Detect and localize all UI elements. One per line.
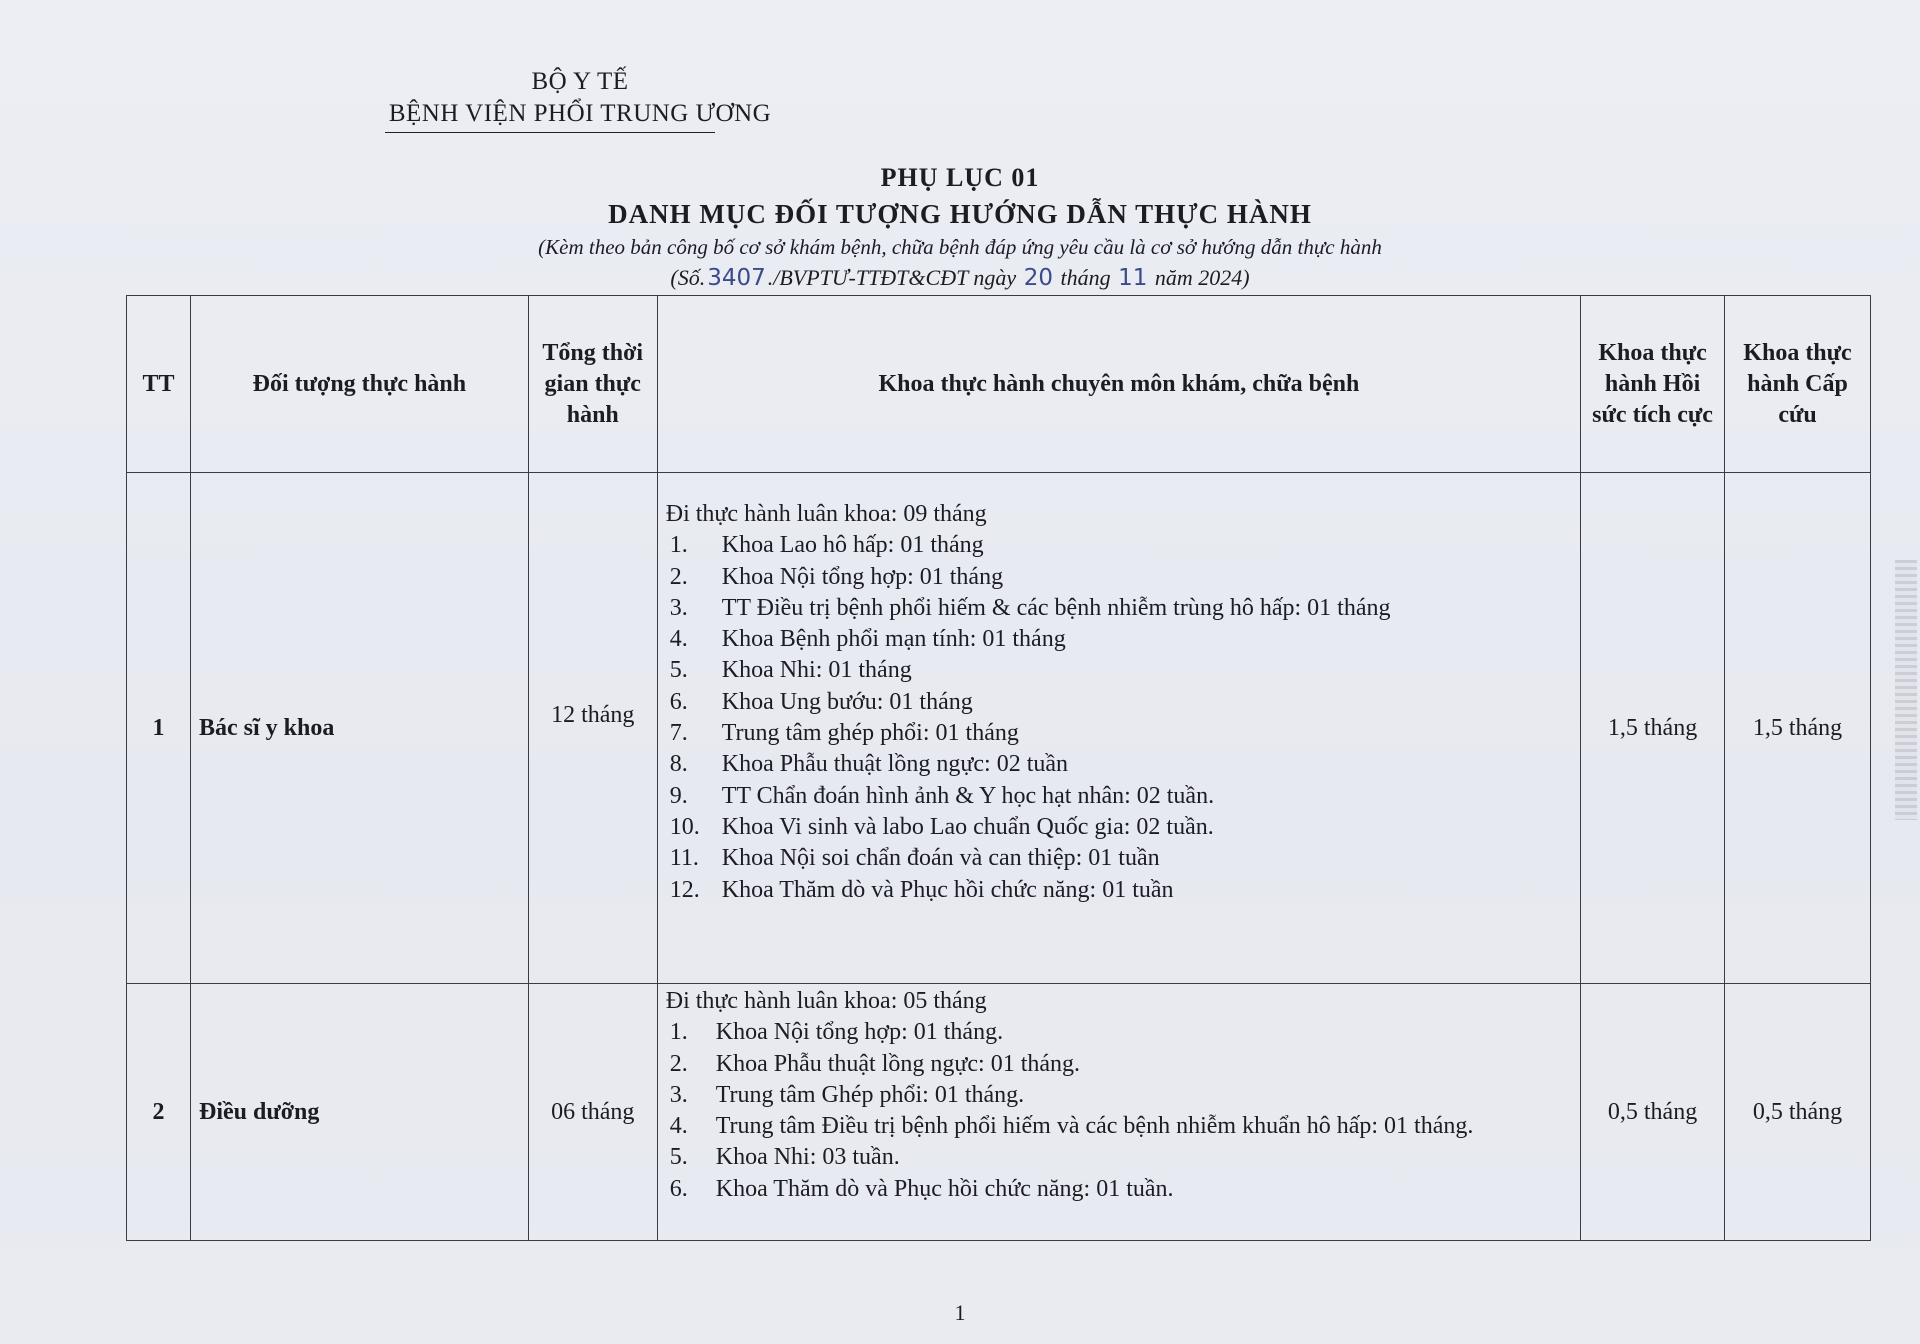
row-total: 12 tháng bbox=[528, 473, 657, 984]
list-item bbox=[666, 812, 1572, 843]
row-object: Điều dưỡng bbox=[190, 984, 528, 1241]
item-text: Khoa Nhi: 03 tuần. bbox=[715, 1144, 900, 1171]
list-item bbox=[666, 1049, 1572, 1080]
item-number: 7. bbox=[669, 720, 688, 747]
item-text: Khoa Phẫu thuật lồng ngực: 02 tuần bbox=[721, 751, 1069, 778]
table-row bbox=[127, 473, 1871, 984]
item-number: 4. bbox=[669, 1113, 688, 1140]
item-number: 4. bbox=[669, 626, 688, 653]
table-row bbox=[127, 984, 1871, 1241]
list-item bbox=[666, 1017, 1572, 1048]
item-number: 1. bbox=[669, 532, 688, 559]
list-item bbox=[666, 655, 1572, 686]
item-text: Khoa Lao hô hấp: 01 tháng bbox=[721, 532, 984, 559]
ref-year-label: năm 2024) bbox=[1154, 265, 1250, 290]
ref-day-handwritten: 20 bbox=[1023, 265, 1053, 291]
ministry-name: BỘ Y TẾ bbox=[531, 68, 629, 95]
list-item bbox=[666, 530, 1572, 561]
row-total: 06 tháng bbox=[528, 984, 657, 1241]
page-number: 1 bbox=[954, 1300, 966, 1325]
item-number: 9. bbox=[669, 782, 688, 809]
header-icu: Khoa thực hành Hồi sức tích cực bbox=[1581, 296, 1725, 473]
item-number: 2. bbox=[669, 1050, 688, 1077]
item-text: TT Điều trị bệnh phổi hiếm & các bệnh nhiễm trùng hô hấp: 01 tháng bbox=[721, 594, 1391, 621]
list-item bbox=[666, 781, 1572, 812]
document-subtitle: (Kèm theo bản công bố cơ sở khám bệnh, chữa bệnh đáp ứng yêu cầu là cơ sở hướng dẫn thực hành bbox=[538, 235, 1382, 259]
item-number: 3. bbox=[669, 594, 688, 621]
item-text: TT Chẩn đoán hình ảnh & Y học hạt nhân: 02 tuần. bbox=[721, 782, 1215, 809]
ref-month-handwritten: 11 bbox=[1118, 265, 1148, 291]
header-er: Khoa thực hành Cấp cứu bbox=[1725, 296, 1871, 473]
ref-middle: ./BVPTƯ-TTĐT&CĐT ngày bbox=[767, 265, 1017, 290]
header-underline bbox=[385, 132, 715, 133]
item-text: Khoa Nội tổng hợp: 01 tháng. bbox=[715, 1019, 1004, 1046]
item-number: 5. bbox=[669, 657, 688, 684]
dept-intro: Đi thực hành luân khoa: 09 tháng bbox=[665, 501, 987, 527]
item-text: Khoa Ung bướu: 01 tháng bbox=[721, 688, 973, 715]
appendix-label: PHỤ LỤC 01 bbox=[880, 163, 1040, 192]
list-item bbox=[666, 875, 1572, 906]
item-number: 3. bbox=[669, 1081, 688, 1108]
dept-intro: Đi thực hành luân khoa: 05 tháng bbox=[665, 988, 987, 1014]
list-item bbox=[666, 1111, 1572, 1142]
item-number: 5. bbox=[669, 1144, 688, 1171]
list-item bbox=[666, 624, 1572, 655]
ref-number-handwritten: 3407 bbox=[707, 265, 766, 291]
list-item bbox=[666, 1174, 1572, 1205]
table-header-row bbox=[127, 296, 1871, 473]
item-text: Khoa Thăm dò và Phục hồi chức năng: 01 tuần bbox=[721, 876, 1174, 903]
practice-table bbox=[126, 295, 1871, 1241]
hospital-name: BỆNH VIỆN PHỔI TRUNG ƯƠNG bbox=[388, 100, 772, 127]
row-departments bbox=[657, 984, 1580, 1241]
item-text: Khoa Bệnh phổi mạn tính: 01 tháng bbox=[721, 626, 1066, 653]
item-text: Khoa Nhi: 01 tháng bbox=[721, 657, 912, 684]
header-dept: Khoa thực hành chuyên môn khám, chữa bệnh bbox=[657, 296, 1580, 473]
item-number: 6. bbox=[669, 1175, 688, 1202]
row-tt: 2 bbox=[127, 984, 191, 1241]
item-text: Khoa Nội soi chẩn đoán và can thiệp: 01 tuần bbox=[721, 845, 1160, 872]
list-item bbox=[666, 843, 1572, 874]
ref-prefix: (Số. bbox=[670, 265, 706, 290]
row-er: 0,5 tháng bbox=[1725, 984, 1871, 1241]
item-text: Khoa Thăm dò và Phục hồi chức năng: 01 tuần. bbox=[715, 1175, 1174, 1202]
list-item bbox=[666, 1080, 1572, 1111]
item-text: Trung tâm Ghép phổi: 01 tháng. bbox=[715, 1081, 1025, 1108]
row-object: Bác sĩ y khoa bbox=[190, 473, 528, 984]
title-block bbox=[0, 160, 1920, 294]
item-text: Khoa Phẫu thuật lồng ngực: 01 tháng. bbox=[715, 1050, 1081, 1077]
list-item bbox=[666, 687, 1572, 718]
row-icu: 1,5 tháng bbox=[1581, 473, 1725, 984]
header-total: Tổng thời gian thực hành bbox=[528, 296, 657, 473]
list-item bbox=[666, 1142, 1572, 1173]
row-departments bbox=[657, 473, 1580, 984]
item-text: Khoa Vi sinh và labo Lao chuẩn Quốc gia: 02 tuần. bbox=[721, 813, 1214, 840]
list-item bbox=[666, 718, 1572, 749]
list-item bbox=[666, 562, 1572, 593]
row-icu: 0,5 tháng bbox=[1581, 984, 1725, 1241]
header-object: Đối tượng thực hành bbox=[190, 296, 528, 473]
item-number: 10. bbox=[669, 813, 700, 840]
item-text: Trung tâm ghép phổi: 01 tháng bbox=[721, 720, 1019, 747]
row-er: 1,5 tháng bbox=[1725, 473, 1871, 984]
item-number: 11. bbox=[669, 845, 699, 872]
item-number: 8. bbox=[669, 751, 688, 778]
reference-line bbox=[0, 262, 1920, 294]
item-number: 1. bbox=[669, 1019, 688, 1046]
item-number: 6. bbox=[669, 688, 688, 715]
list-item bbox=[666, 749, 1572, 780]
list-item bbox=[666, 593, 1572, 624]
ref-month-label: tháng bbox=[1060, 265, 1111, 290]
item-text: Trung tâm Điều trị bệnh phổi hiếm và các bệnh nhiễm khuẩn hô hấp: 01 tháng. bbox=[715, 1113, 1474, 1140]
item-number: 12. bbox=[669, 876, 700, 903]
header-tt: TT bbox=[127, 296, 191, 473]
document-title: DANH MỤC ĐỐI TƯỢNG HƯỚNG DẪN THỰC HÀNH bbox=[608, 199, 1312, 229]
issuer-header bbox=[360, 66, 800, 133]
scan-edge-mark bbox=[1895, 560, 1917, 820]
row-tt: 1 bbox=[127, 473, 191, 984]
item-text: Khoa Nội tổng hợp: 01 tháng bbox=[721, 563, 1004, 590]
item-number: 2. bbox=[669, 563, 688, 590]
